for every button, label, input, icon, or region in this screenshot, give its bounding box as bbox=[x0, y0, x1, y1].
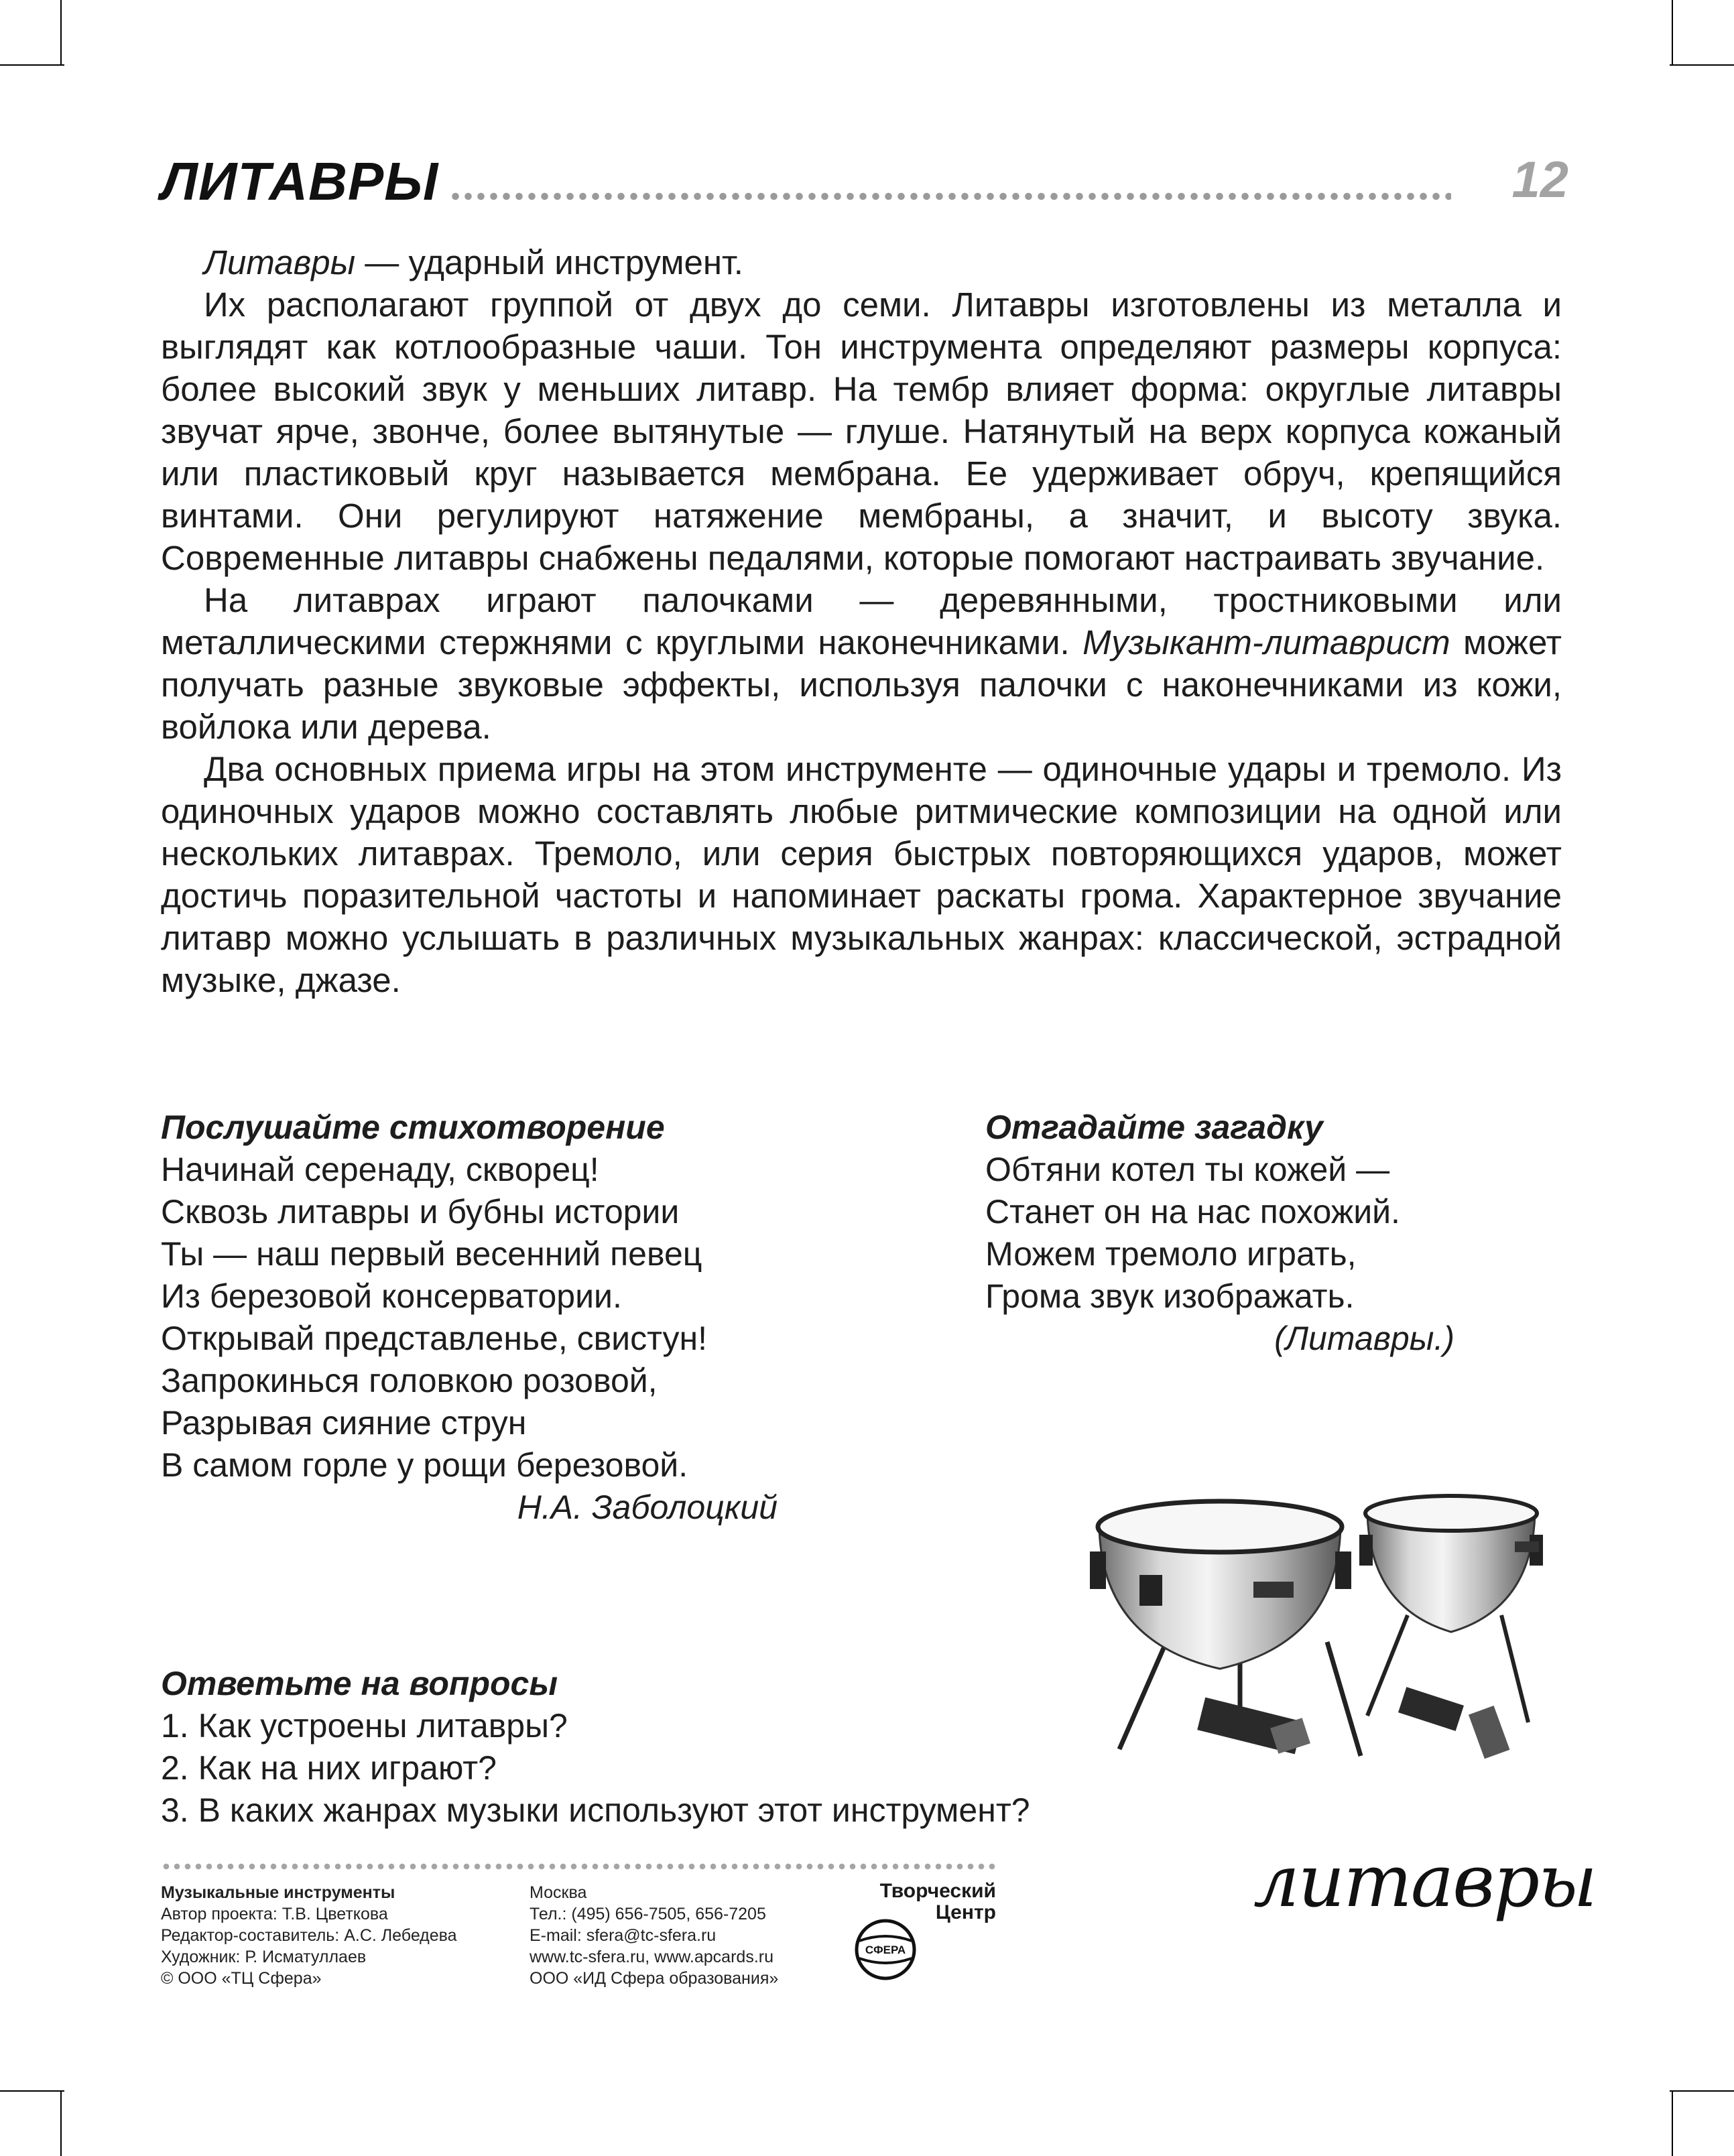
page-header bbox=[161, 151, 1568, 218]
playing-text-end: может получать разные звуковые эффекты, используя палочки с наконечниками из кожи, войлока или дерева. bbox=[161, 623, 1562, 746]
poem-line: Сквозь литавры и бубны истории bbox=[161, 1193, 680, 1230]
crop-mark bbox=[1672, 0, 1673, 64]
crop-mark bbox=[1670, 64, 1734, 66]
page-number: 12 bbox=[1511, 151, 1568, 208]
intro-text: — ударный инструмент. bbox=[355, 243, 743, 281]
publisher-logo bbox=[851, 1881, 1005, 1974]
dotted-leader bbox=[449, 191, 1451, 202]
page-title: ЛИТАВРЫ bbox=[161, 151, 439, 211]
footer-credit-line: Редактор-составитель: А.С. Лебедева bbox=[161, 1926, 457, 1945]
crop-mark bbox=[1672, 2092, 1673, 2156]
question-item: 1. Как устроены литавры? bbox=[161, 1707, 568, 1745]
footer-contact-line: www.tc-sfera.ru, www.apcards.ru bbox=[530, 1948, 773, 1966]
crop-mark bbox=[60, 0, 62, 64]
footer-divider bbox=[161, 1862, 995, 1871]
question-item: 2. Как на них играют? bbox=[161, 1749, 497, 1787]
riddle-line: Станет он на нас похожий. bbox=[985, 1193, 1400, 1230]
footer-credit-line: © ООО «ТЦ Сфера» bbox=[161, 1969, 322, 1988]
riddle-line: Можем тремоло играть, bbox=[985, 1235, 1357, 1273]
crop-mark bbox=[0, 2090, 64, 2092]
poem-line: Открывай представленье, свистун! bbox=[161, 1320, 708, 1357]
logo-text-line2: Центр bbox=[935, 1901, 996, 1923]
footer-contact-line: Тел.: (495) 656-7505, 656-7205 bbox=[530, 1905, 766, 1923]
question-item: 3. В каких жанрах музыки используют этот инструмент? bbox=[161, 1791, 1030, 1829]
paragraph-construction: Их располагают группой от двух до семи. Литавры изготовлены из металла и выглядят как котлообразные чаши. Тон инструмента определяют размеры корпуса: более высокий звук у меньших литавр. На тембр влияет форма: округлые литавры звучат ярче, звонче, более вытянутые — глуше. Натянутый на верх корпуса кожаный или пластиковый круг называется мембрана. Ее удерживает обруч, крепящийся винтами. Они регулируют натяжение мембраны, а значит, и высоту звука. Современные литавры снабжены педалями, которые помогают настраивать звучание. bbox=[161, 286, 1562, 577]
poem-line: Начинай серенаду, скворец! bbox=[161, 1151, 599, 1188]
poem-line: Разрывая сияние струн bbox=[161, 1404, 527, 1442]
footer-contacts bbox=[530, 1882, 845, 1989]
poem-heading: Послушайте стихотворение bbox=[161, 1108, 665, 1146]
riddle-section bbox=[985, 1106, 1454, 1360]
series-title: Музыкальные инструменты bbox=[161, 1883, 395, 1902]
footer-contact-line: E-mail: sfera@tc-sfera.ru bbox=[530, 1926, 717, 1945]
poem-section bbox=[161, 1106, 778, 1529]
footer-credit-line: Художник: Р. Исматуллаев bbox=[161, 1948, 367, 1966]
riddle-heading: Отгадайте загадку bbox=[985, 1108, 1323, 1146]
poem-line: Из березовой консерватории. bbox=[161, 1277, 622, 1315]
poem-line: Ты — наш первый весенний певец bbox=[161, 1235, 702, 1273]
footer-credit-line: Автор проекта: Т.В. Цветкова bbox=[161, 1905, 388, 1923]
questions-section bbox=[161, 1662, 1166, 1832]
paragraph-playing bbox=[161, 579, 1562, 748]
riddle-line: Грома звук изображать. bbox=[985, 1277, 1355, 1315]
footer-contact-line: Москва bbox=[530, 1883, 587, 1902]
crop-mark bbox=[0, 64, 64, 66]
poem-line: Запрокинься головкою розовой, bbox=[161, 1362, 658, 1399]
logo-text-line1: Творческий bbox=[879, 1880, 996, 1902]
sfera-globe-icon bbox=[854, 1918, 917, 1981]
riddle-answer: (Литавры.) bbox=[1274, 1320, 1454, 1357]
paragraph-techniques: Два основных приема игры на этом инструменте — одиночные удары и тремоло. Из одиночных ударов можно составлять любые ритмические композиции на одной или нескольких литаврах. Тремоло, или серия быстрых повторяющихся ударов, может достичь поразительной частоты и напоминает раскаты грома. Характерное звучание литавр можно услышать в различных музыкальных жанрах: классической, эстрадной музыке, джазе. bbox=[161, 750, 1562, 999]
footer-credits bbox=[161, 1882, 523, 1989]
timpani-drum-small bbox=[1359, 1496, 1543, 1759]
paragraph-intro bbox=[161, 241, 1562, 283]
article-body bbox=[161, 241, 1562, 1001]
cursive-word: литавры bbox=[1253, 1840, 1597, 1923]
poem-author: Н.А. Заболоцкий bbox=[517, 1488, 778, 1526]
crop-mark bbox=[60, 2092, 62, 2156]
footer-contact-line: ООО «ИД Сфера образования» bbox=[530, 1969, 779, 1988]
questions-heading: Ответьте на вопросы bbox=[161, 1665, 558, 1702]
riddle-line: Обтяни котел ты кожей — bbox=[985, 1151, 1390, 1188]
playing-text-start: На литаврах играют палочками — деревянными, тростниковыми или металлическими стержнями с круглыми наконечниками. bbox=[161, 581, 1562, 661]
poem-line: В самом горле у рощи березовой. bbox=[161, 1446, 688, 1484]
logo-badge-text: СФЕРА bbox=[865, 1944, 906, 1956]
term-timpani: Литавры bbox=[204, 243, 356, 281]
term-timpanist: Музыкант-литаврист bbox=[1082, 623, 1450, 661]
crop-mark bbox=[1670, 2090, 1734, 2092]
